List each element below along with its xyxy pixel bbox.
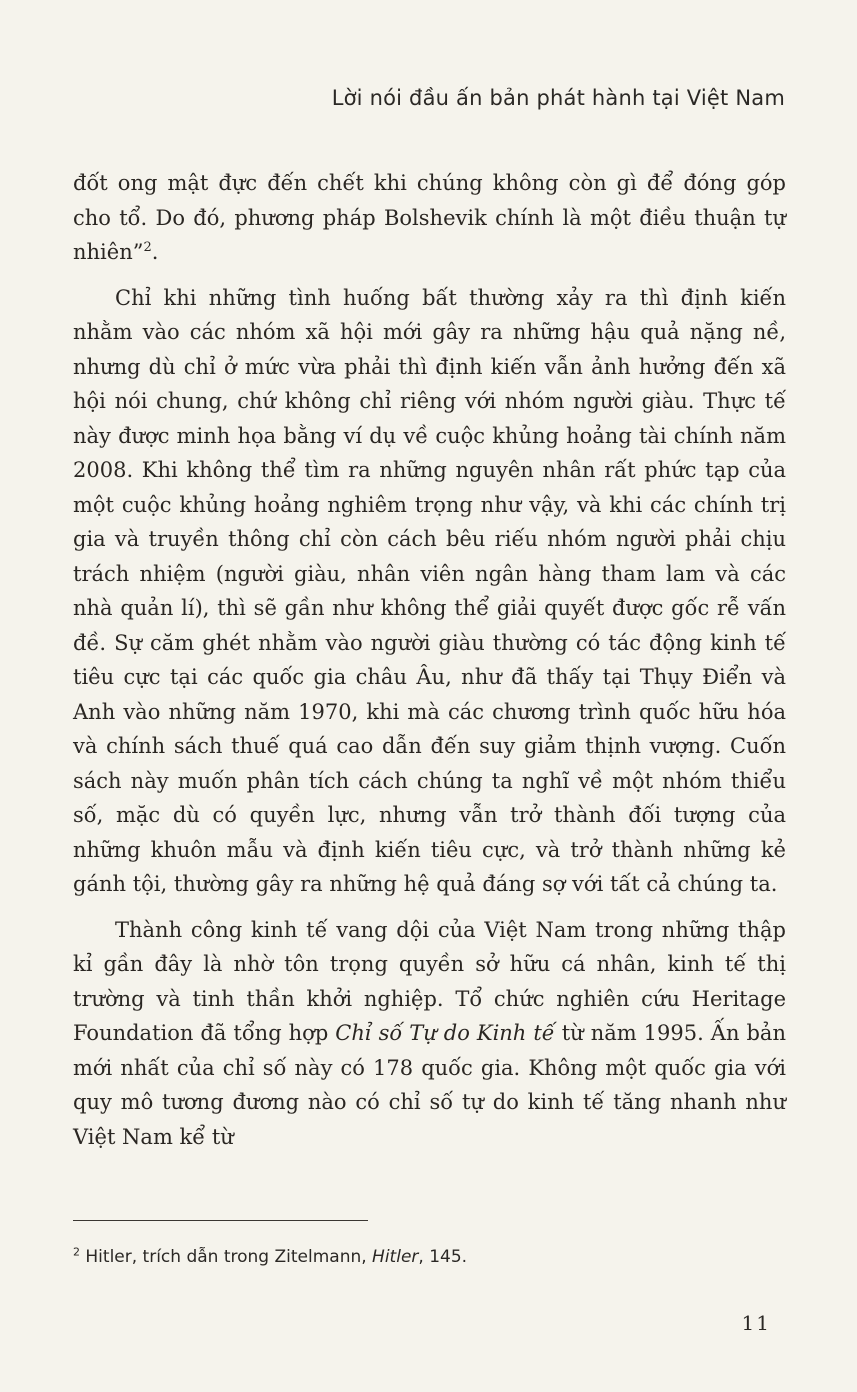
- footnote-number: 2: [73, 1245, 80, 1259]
- footnote-text: Hitler, trích dẫn trong Zitelmann,: [80, 1247, 373, 1267]
- footnote-divider: [73, 1220, 368, 1221]
- page-number: 11: [741, 1311, 771, 1335]
- index-title: Chỉ số Tự do Kinh tế: [335, 1021, 555, 1045]
- footnote-page-ref: , 145.: [418, 1247, 468, 1267]
- running-header: Lời nói đầu ấn bản phát hành tại Việt Nam: [331, 86, 785, 110]
- paragraph-2: Chỉ khi những tình huống bất thường xảy ra thì định kiến nhằm vào các nhóm xã hội mới gây ra những hậu quả nặng nề, nhưng dù chỉ ở mức vừa phải thì định kiến vẫn ảnh hưởng đến xã hội nói chung, chứ không chỉ riêng với nhóm người giàu. Thực tế này được minh họa bằng ví dụ về cuộc khủng hoảng tài chính năm 2008. Khi không thể tìm ra những nguyên nhân rất phức tạp của một cuộc khủng hoảng nghiêm trọng như vậy, và khi các chính trị gia và truyền thông chỉ còn cách bêu riếu nhóm người phải chịu trách nhiệm (người giàu, nhân viên ngân hàng tham lam và các nhà quản lí), thì sẽ gần như không thể giải quyết được gốc rễ vấn đề. Sự căm ghét nhằm vào người giàu thường có tác động kinh tế tiêu cực tại các quốc gia châu Âu, như đã thấy tại Thụy Điển và Anh vào những năm 1970, khi mà các chương trình quốc hữu hóa và chính sách thuế quá cao dẫn đến suy giảm thịnh vượng. Cuốn sách này muốn phân tích cách chúng ta nghĩ về một nhóm thiểu số, mặc dù có quyền lực, nhưng vẫn trở thành đối tượng của những khuôn mẫu và định kiến tiêu cực, và trở thành những kẻ gánh tội, thường gây ra những hệ quả đáng sợ với tất cả chúng ta.: [73, 285, 786, 896]
- paragraph-1-text: đốt ong mật đực đến chết khi chúng không còn gì để đóng góp cho tổ. Do đó, phương pháp Bolshevik chính là một điều thuận tự nhiên”: [73, 171, 786, 264]
- paragraph-3-text-end: từ năm 1995. Ấn bản mới nhất của chỉ số này có 178 quốc gia. Không một quốc gia với quy mô tương đương nào có chỉ số tự do kinh tế tăng nhanh như Việt Nam kể từ: [73, 1021, 786, 1149]
- footnote-reference: 2: [143, 240, 152, 255]
- footnote: [73, 1244, 786, 1270]
- paragraph-1-end: .: [151, 240, 159, 264]
- footnote-book-title: Hitler: [372, 1247, 419, 1267]
- paragraph-3: [73, 913, 786, 1155]
- paragraph-3-text-start: Thành công kinh tế vang dội của Việt Nam trong những thập kỉ gần đây là nhờ tôn trọng quyền sở hữu cá nhân, kinh tế thị trường và tinh thần khởi nghiệp. Tổ chức nghiên cứu Heritage Foundation đã tổng hợp: [73, 917, 786, 1045]
- paragraph-1: [73, 166, 786, 270]
- body-text: [73, 166, 786, 1165]
